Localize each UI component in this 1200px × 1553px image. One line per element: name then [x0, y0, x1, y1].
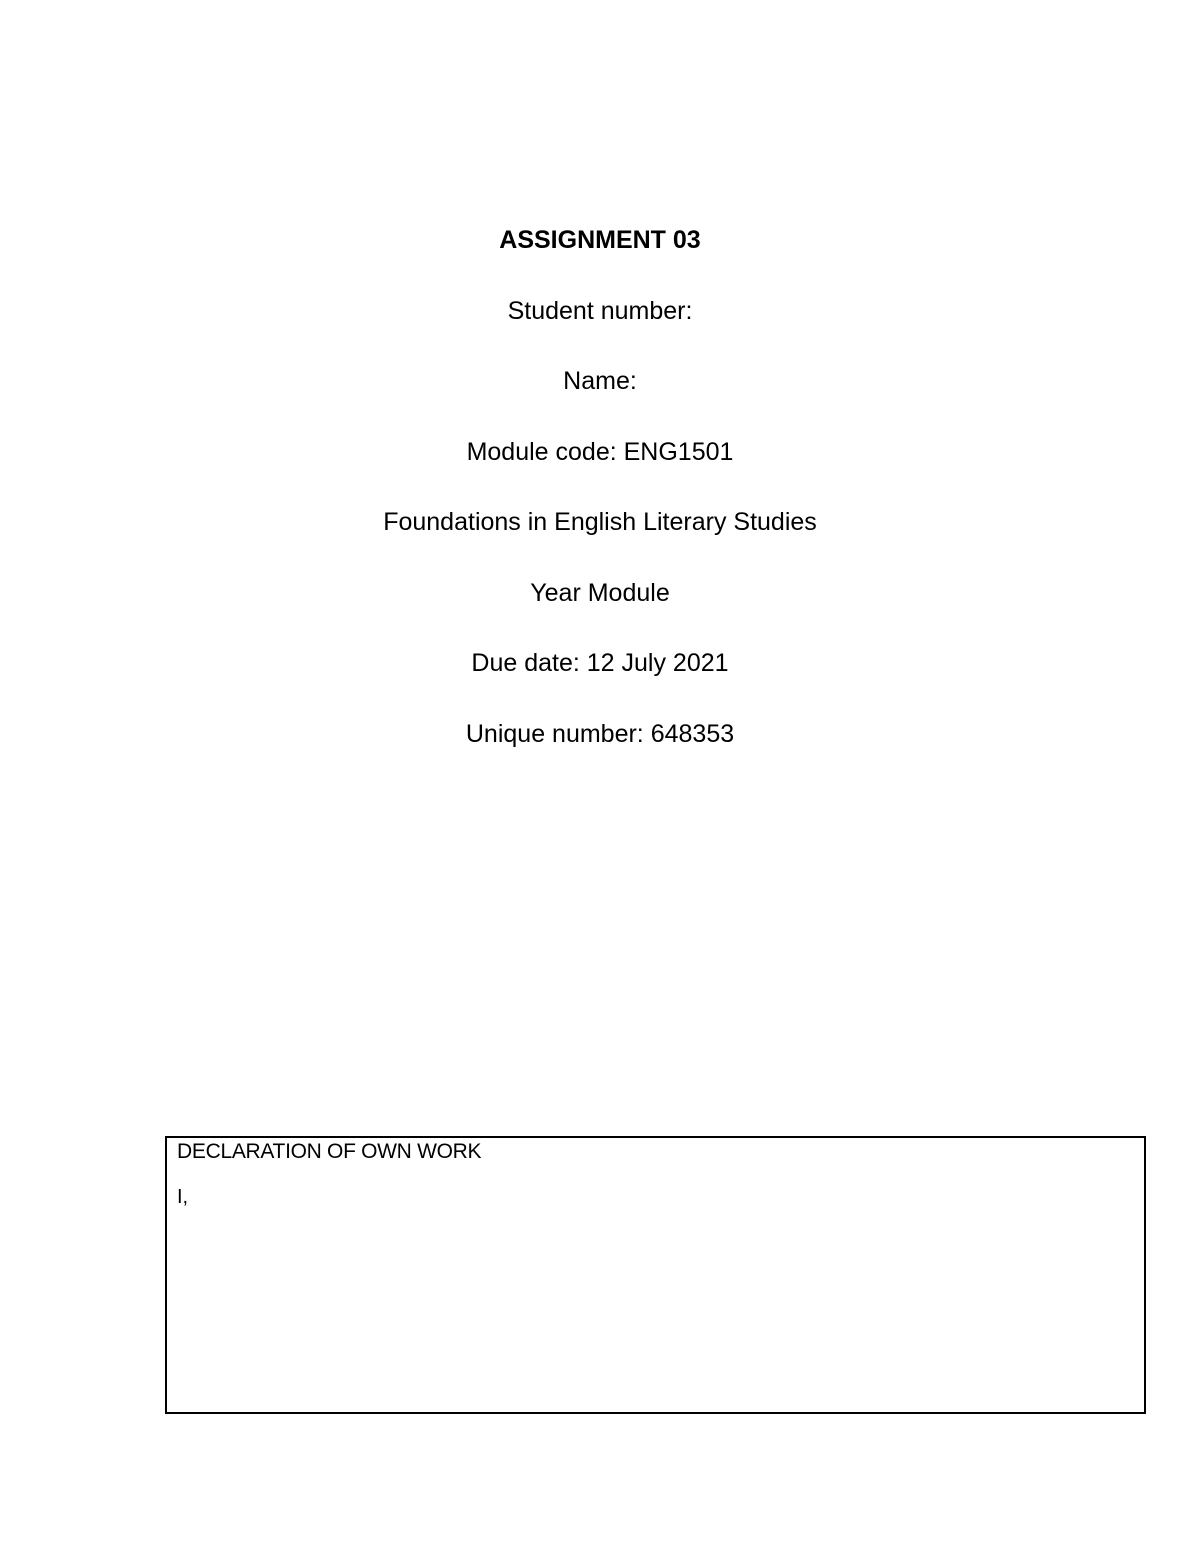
- student-number-label: Student number:: [507, 297, 693, 325]
- declaration-box: [165, 1136, 1146, 1414]
- module-title: Foundations in English Literary Studies: [383, 508, 817, 536]
- unique-number: Unique number: 648353: [465, 720, 735, 748]
- module-code: Module code: ENG1501: [466, 438, 734, 466]
- declaration-heading: DECLARATION OF OWN WORK: [177, 1140, 482, 1163]
- due-date: Due date: 12 July 2021: [471, 649, 729, 677]
- assignment-title: ASSIGNMENT 03: [499, 226, 701, 254]
- declaration-body: I,: [177, 1186, 189, 1208]
- name-label: Name:: [563, 367, 637, 395]
- module-type: Year Module: [530, 579, 670, 607]
